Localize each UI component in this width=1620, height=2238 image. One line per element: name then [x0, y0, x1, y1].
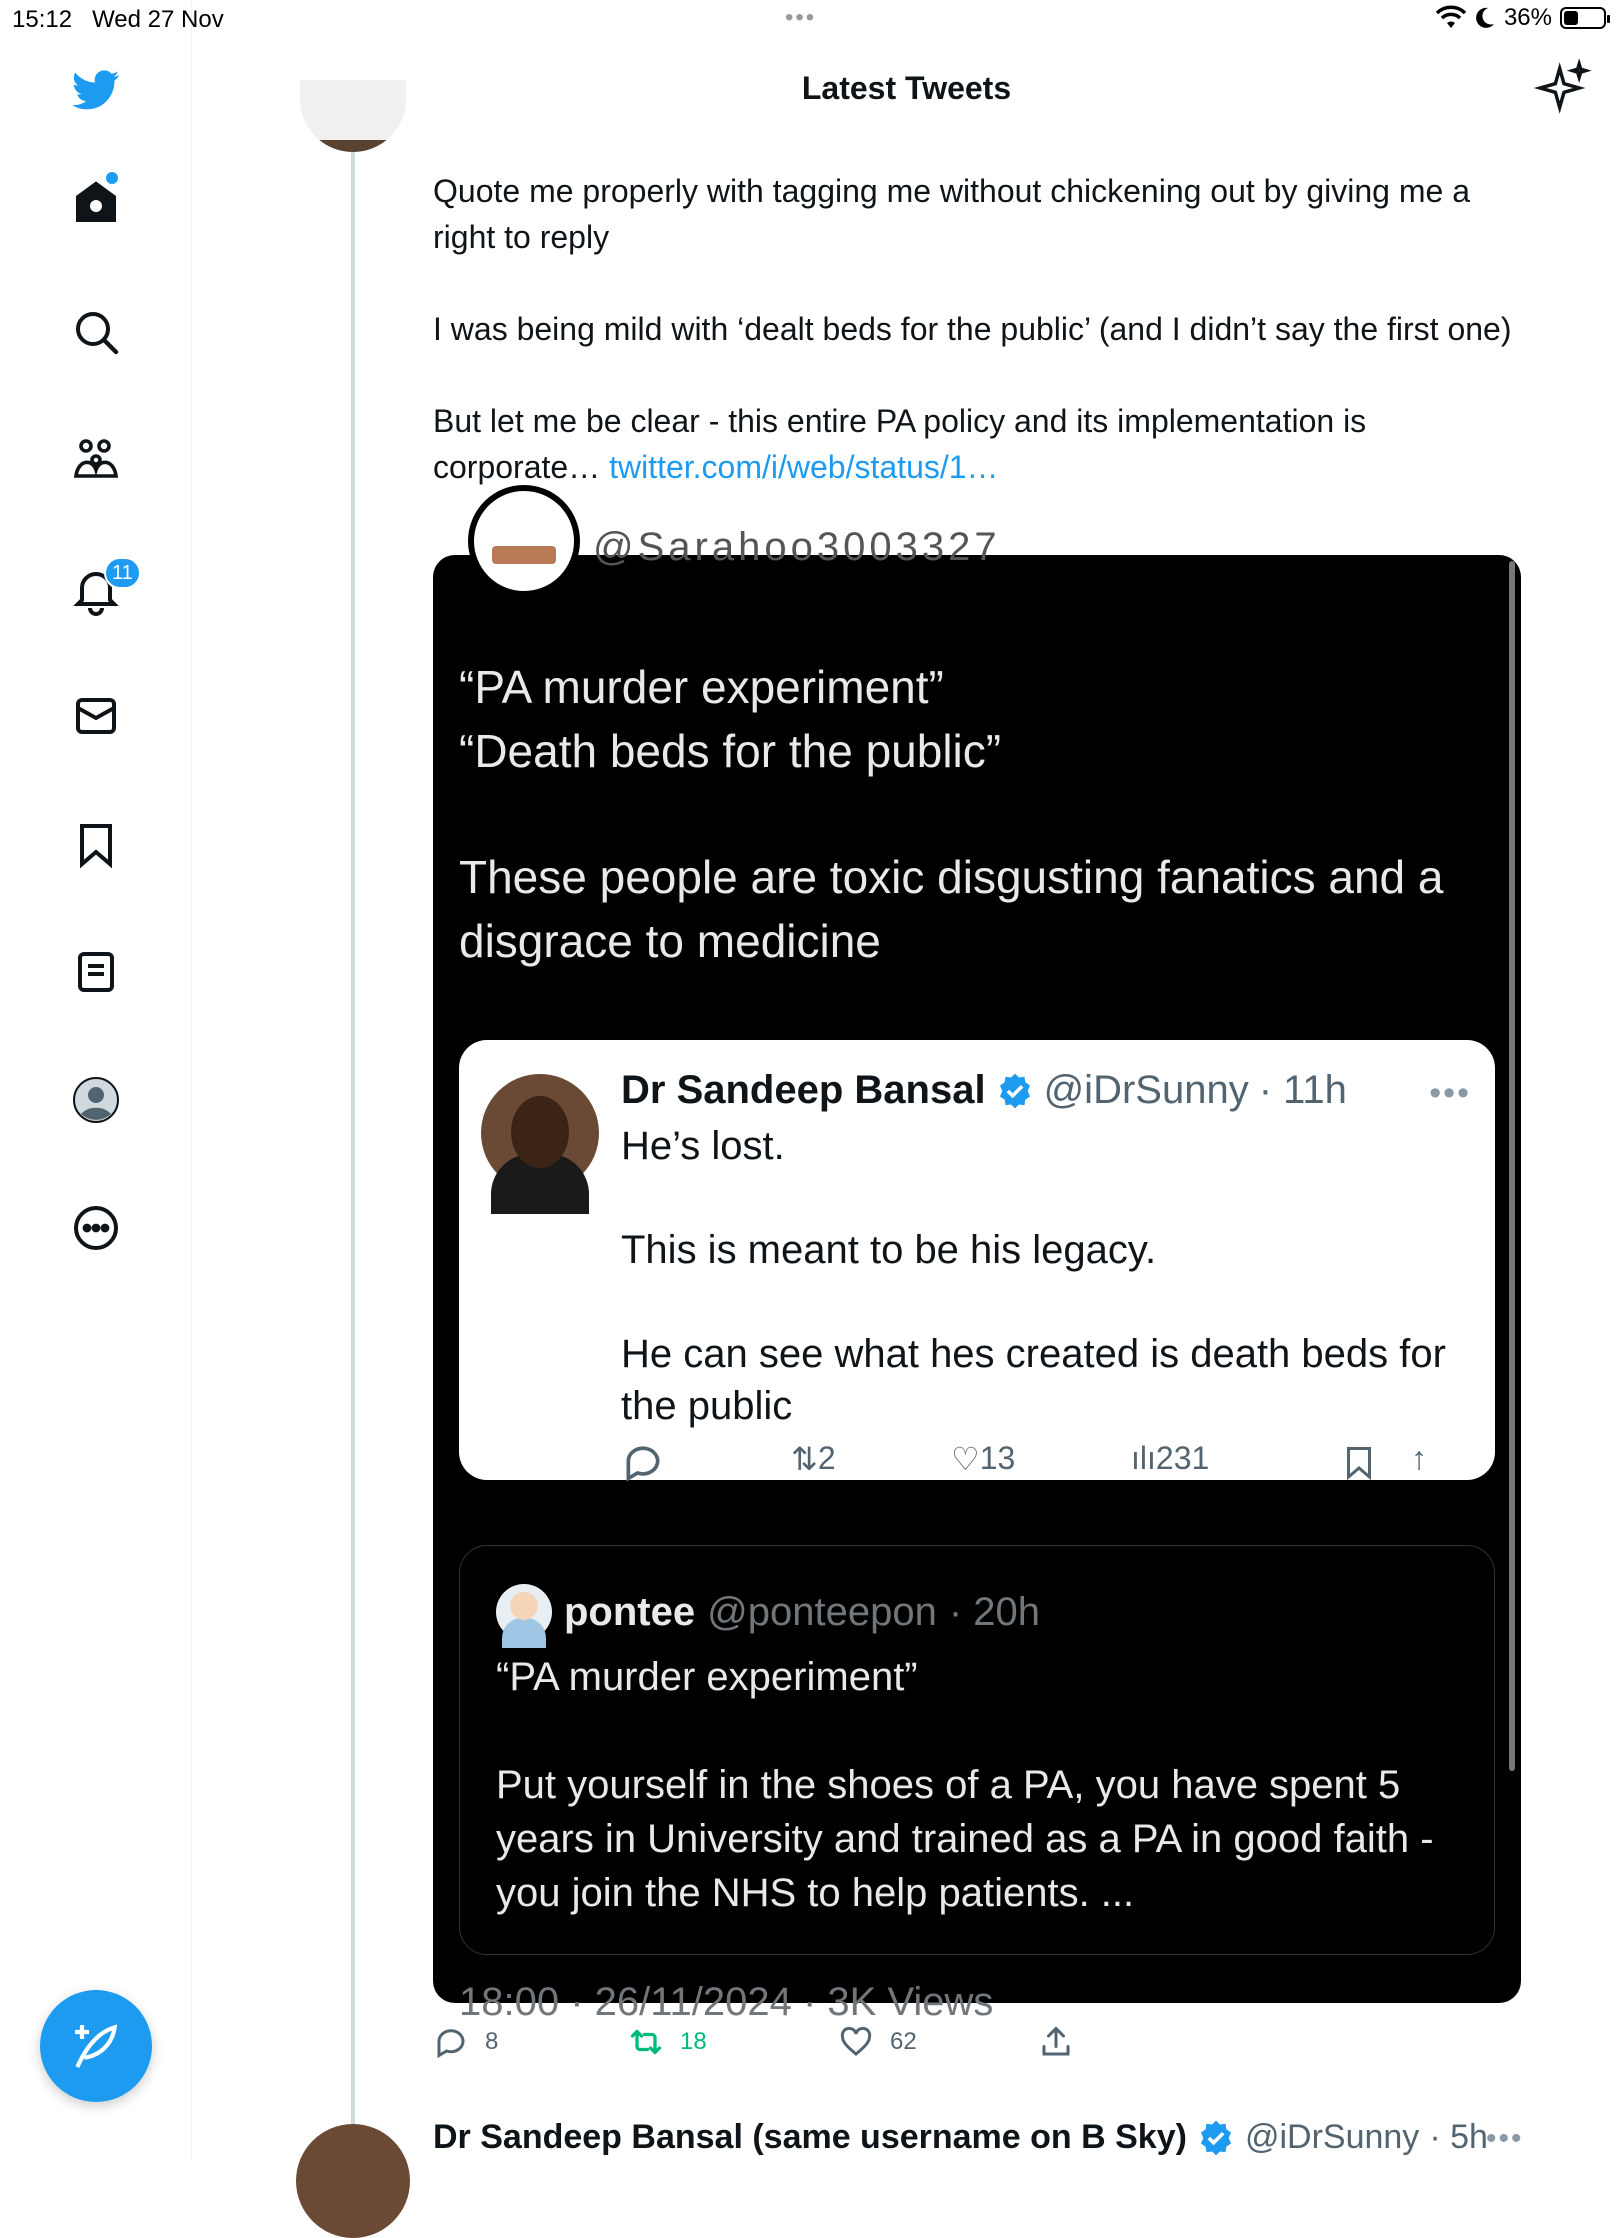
tweet-image[interactable]	[433, 525, 1521, 2024]
author-handle: @ponteepon	[707, 1589, 937, 1634]
reply-count: 8	[485, 2028, 499, 2055]
page-title: Latest Tweets	[801, 70, 1012, 106]
next-tweet-header	[433, 2118, 1488, 2157]
tweet-text	[433, 168, 1523, 536]
image-handle: @Sarahoo3003327	[593, 525, 1001, 569]
status-time: 15:12 Wed 27 Nov	[12, 6, 224, 33]
quote-actions	[621, 1440, 1451, 1490]
share-icon	[1038, 2024, 1074, 2060]
verified-badge-icon	[996, 1072, 1034, 1110]
like-count: ♡ 13	[951, 1440, 1016, 1477]
reply-button[interactable]	[433, 2024, 498, 2060]
profile-avatar-icon[interactable]	[66, 1070, 126, 1130]
more-options-icon[interactable]	[66, 1198, 126, 1258]
author-handle: @iDrSunny	[1244, 2118, 1420, 2156]
retweet-count: ⇅ 2	[791, 1440, 836, 1477]
tweet-paragraph	[433, 398, 1523, 490]
image-scrollbar	[1509, 561, 1515, 1771]
author-name[interactable]: Dr Sandeep Bansal (same username on B Sky)	[433, 2118, 1187, 2156]
retweet-count: 18	[680, 2028, 707, 2055]
compose-feather-icon	[68, 2018, 124, 2074]
notifications-badge: 11	[104, 557, 141, 589]
thread-line	[351, 150, 355, 2125]
sidebar	[0, 0, 192, 2160]
retweet-icon	[628, 2024, 664, 2060]
image-footer: 18:00 · 26/11/2024 · 3K Views	[459, 1980, 994, 2024]
status-indicators	[1436, 4, 1606, 32]
views-count: ılı 231	[1131, 1440, 1210, 1476]
tweet-actions	[433, 2024, 1133, 2064]
author-handle: @iDrSunny	[1043, 1068, 1249, 1112]
quote-body: He’s lost. This is meant to be his legacy. He can see what hes created is death beds for the public	[621, 1124, 1446, 1428]
like-button[interactable]	[838, 2024, 917, 2060]
moon-icon	[1474, 6, 1496, 30]
twitter-logo-icon[interactable]	[66, 60, 126, 120]
wifi-icon	[1436, 6, 1466, 30]
author-name: Dr Sandeep Bansal	[621, 1068, 986, 1112]
tweet-paragraph: I was being mild with ‘dealt beds for the public’ (and I didn’t say the first one)	[433, 311, 1512, 347]
embedded-quote-dark	[459, 1545, 1495, 1955]
image-text: “PA murder experiment” “Death beds for the public”	[459, 661, 1002, 777]
avatar	[496, 1584, 552, 1640]
image-text: These people are toxic disgusting fanatics and a disgrace to medicine	[459, 851, 1444, 967]
search-icon[interactable]	[66, 302, 126, 362]
more-icon: •••	[1429, 1074, 1471, 1112]
tweet-paragraph: Quote me properly with tagging me without chickening out by giving me a right to reply	[433, 173, 1470, 255]
reply-icon	[433, 2024, 469, 2060]
multitasking-dots-icon[interactable]: •••	[785, 4, 817, 31]
share-icon: ↑	[1411, 1440, 1427, 1476]
author-name: pontee	[564, 1589, 696, 1634]
reply-icon	[621, 1440, 665, 1492]
quote-header	[621, 1068, 1347, 1113]
heart-icon	[838, 2024, 874, 2060]
quote-body: “PA murder experiment” Put yourself in the shoes of a PA, you have spent 5 years in University and trained as a PA in good faith - you join the NHS to help patients. ...	[496, 1655, 1434, 1915]
quote-header	[496, 1584, 1040, 1640]
status-bar	[0, 0, 1620, 40]
tweet-time: · 20h	[948, 1589, 1040, 1634]
like-count: 62	[890, 2028, 917, 2055]
messages-envelope-icon[interactable]	[66, 686, 126, 746]
share-button[interactable]	[1038, 2024, 1074, 2060]
compose-tweet-button[interactable]	[40, 1990, 152, 2102]
bookmark-icon	[1341, 1440, 1377, 1492]
retweet-button[interactable]	[628, 2024, 707, 2060]
battery-percent: 36%	[1503, 4, 1552, 31]
next-author-avatar[interactable]	[296, 2124, 410, 2238]
image-avatar	[468, 485, 580, 597]
timeline-header	[193, 40, 1620, 140]
bookmarks-icon[interactable]	[66, 814, 126, 874]
embedded-quote-white	[459, 1040, 1495, 1480]
tweet-link[interactable]: twitter.com/i/web/status/1…	[609, 449, 999, 485]
lists-icon[interactable]	[66, 942, 126, 1002]
tweet-time: · 11h	[1258, 1068, 1347, 1112]
tweet-time: · 5h	[1429, 2118, 1488, 2156]
tweet-paragraph-text: But let me be clear - this entire PA policy and its implementation is corporate…	[433, 403, 1367, 485]
battery-icon	[1560, 7, 1606, 29]
sparkle-icon[interactable]	[1538, 62, 1590, 114]
communities-icon[interactable]	[66, 430, 126, 490]
home-unread-dot	[106, 172, 118, 184]
more-icon[interactable]: •••	[1486, 2122, 1524, 2155]
avatar	[481, 1074, 599, 1192]
verified-badge-icon	[1197, 2119, 1235, 2157]
